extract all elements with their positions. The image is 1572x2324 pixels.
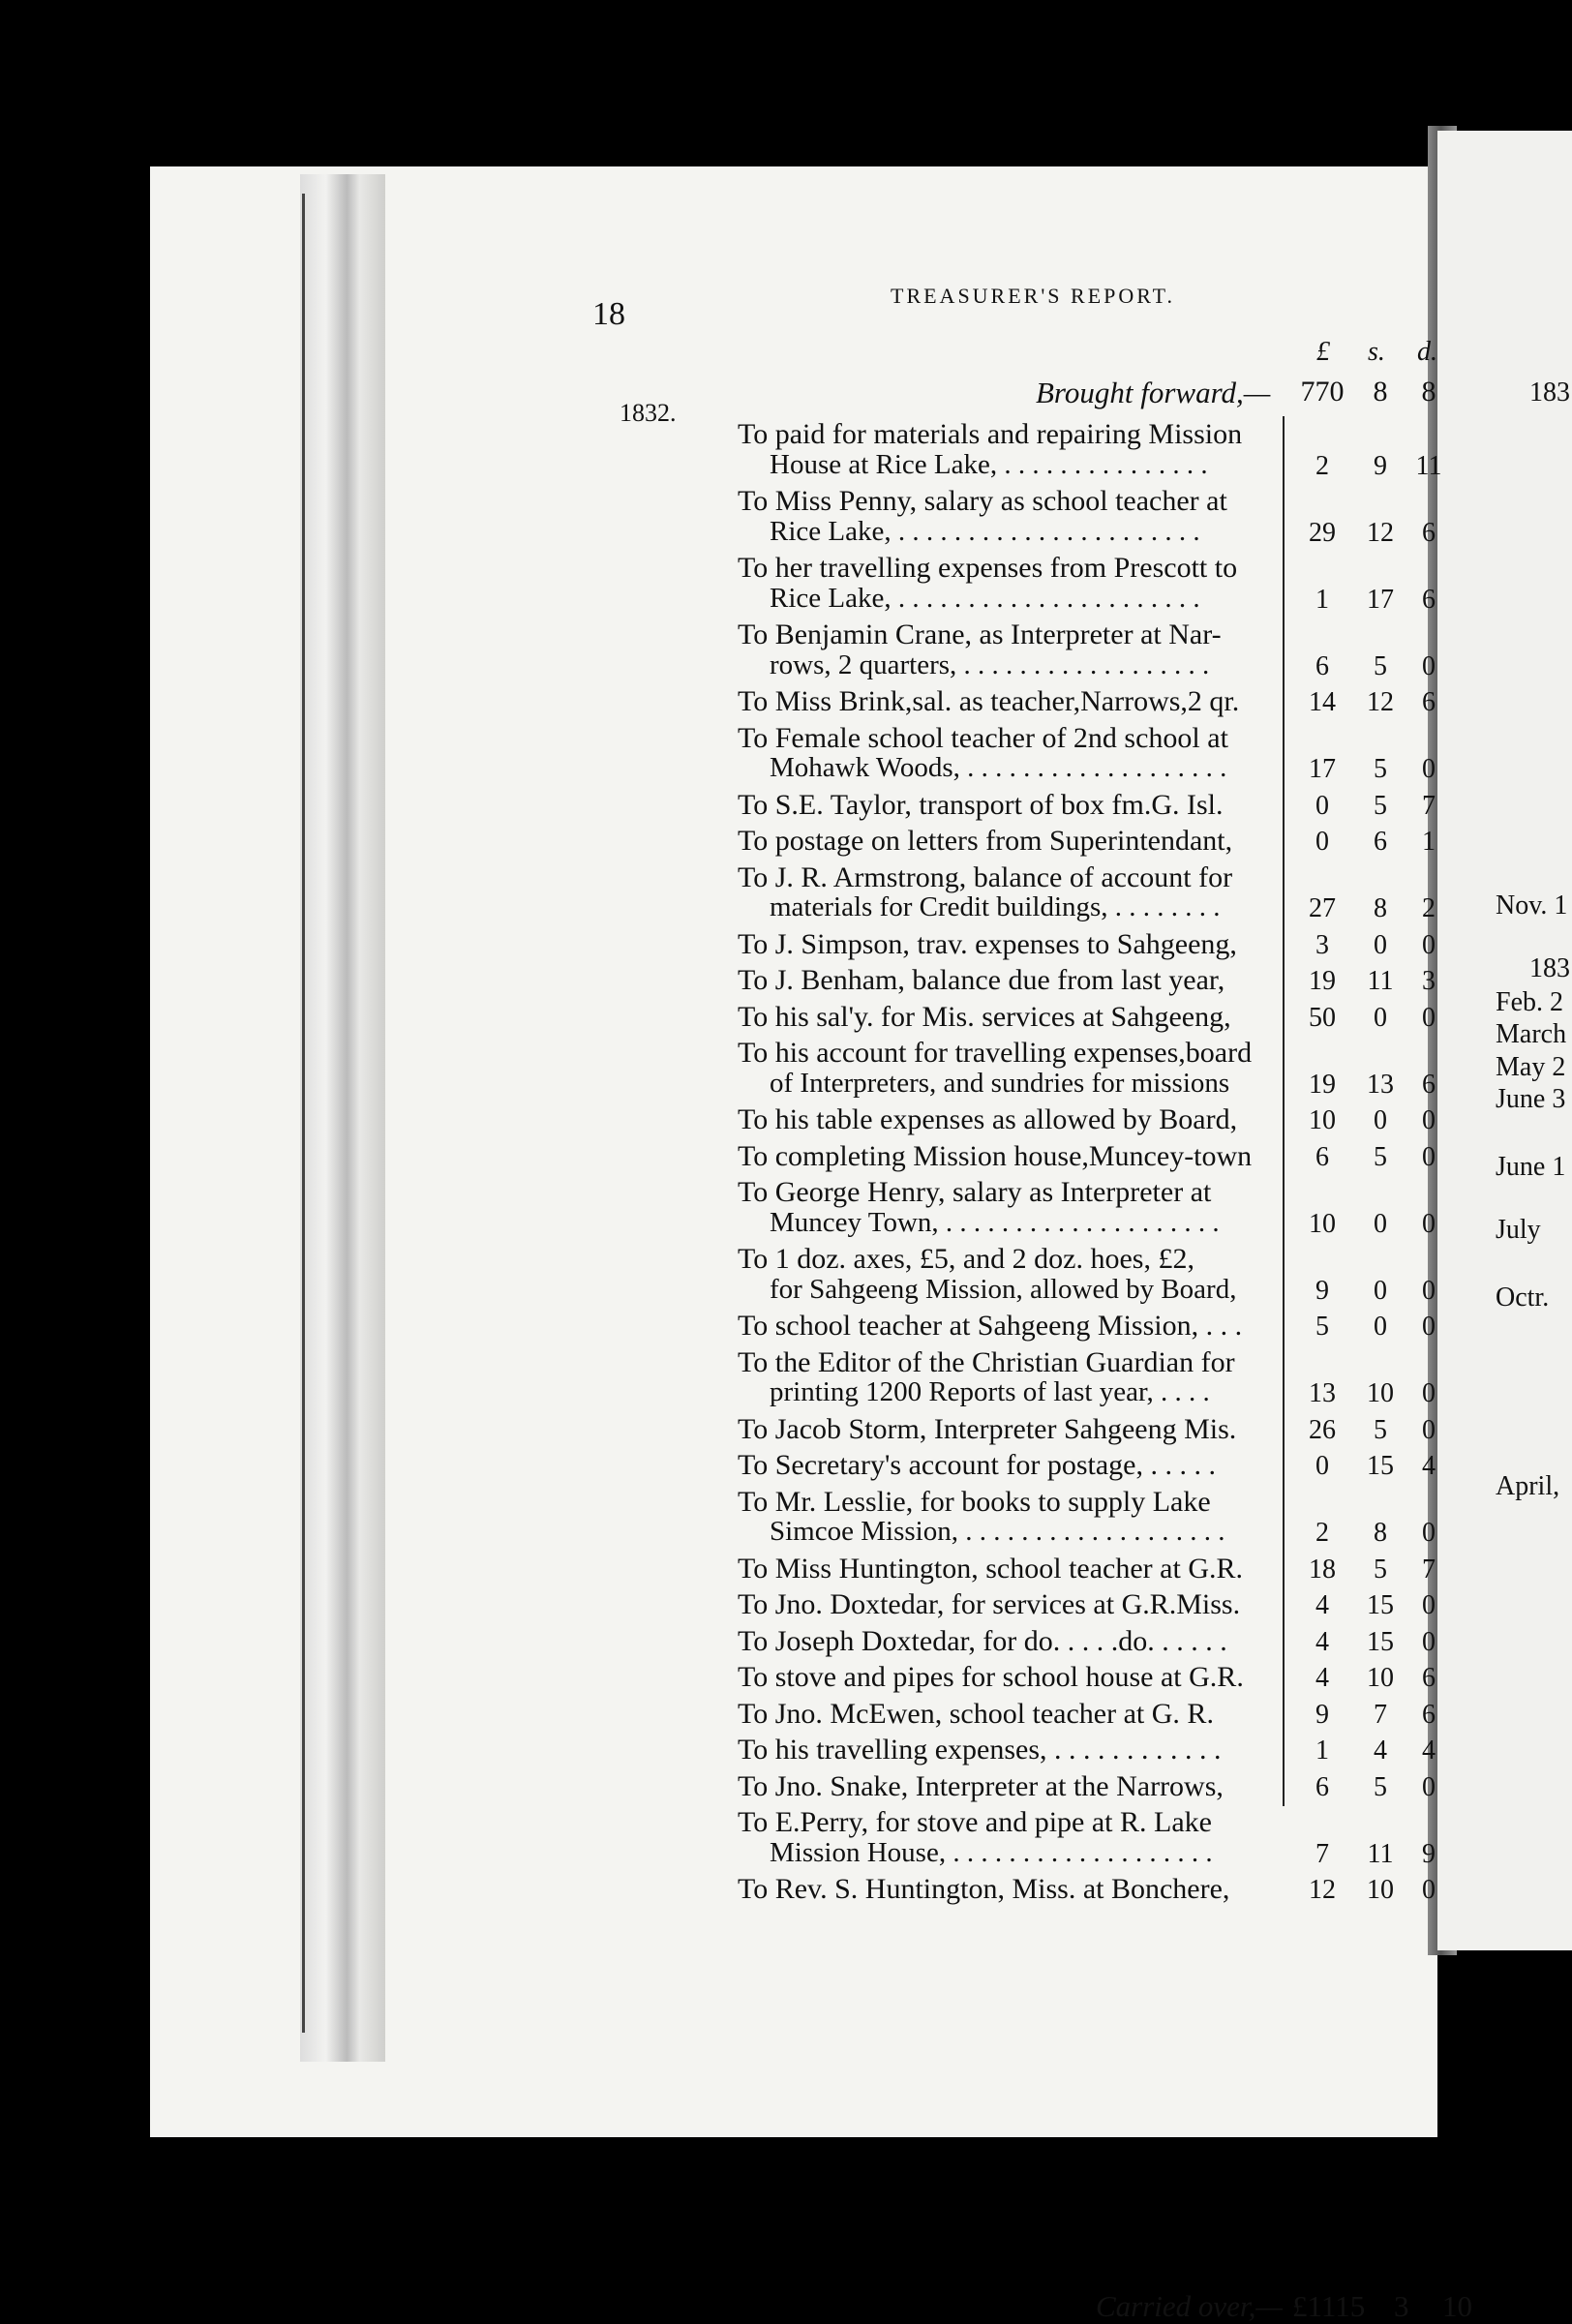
facing-page-label: April, [1496, 1471, 1560, 1501]
entry-shillings: 15 [1367, 1626, 1394, 1657]
entry-line: Rice Lake, . . . . . . . . . . . . . . . . . . . . . . [770, 582, 1200, 614]
entry-pounds: 4 [1315, 1626, 1329, 1657]
entry-pounds: 0 [1315, 1451, 1329, 1481]
entry-pence: 6 [1422, 1663, 1436, 1693]
entry-pounds: 13 [1309, 1378, 1336, 1408]
entry-pounds: 19 [1309, 966, 1336, 996]
entry-shillings: 13 [1367, 1069, 1394, 1100]
currency-pence: d. [1417, 337, 1437, 367]
entry-pence: 6 [1422, 517, 1436, 548]
entry-shillings: 0 [1374, 1275, 1387, 1306]
entry-shillings: 11 [1367, 966, 1394, 996]
entry-shillings: 5 [1374, 790, 1387, 821]
entry-line: To Secretary's account for postage, . . . . . [738, 1449, 1216, 1481]
entry-pence: 0 [1422, 1590, 1436, 1620]
entry-shillings: 5 [1374, 1554, 1387, 1585]
entry-line: To stove and pipes for school house at G.R. [738, 1661, 1244, 1693]
entry-shillings: 8 [1374, 1518, 1387, 1548]
entry-line: To Female school teacher of 2nd school at [738, 721, 1228, 754]
entry-pounds: 14 [1309, 687, 1336, 717]
entry-shillings: 12 [1367, 687, 1394, 717]
page-header: TREASURER'S REPORT. [891, 284, 1175, 308]
entry-shillings: 5 [1374, 650, 1387, 681]
entry-pence: 0 [1422, 1626, 1436, 1657]
carried-over-pence: 10 [1442, 2289, 1472, 2323]
entry-line: To Mr. Lesslie, for books to supply Lake [738, 1485, 1211, 1518]
brought-forward-pence: 8 [1421, 376, 1436, 407]
entry-line: To his account for travelling expenses,board [738, 1037, 1253, 1069]
entry-pounds: 9 [1315, 1275, 1329, 1306]
book-spine [300, 174, 385, 2062]
entry-pence: 0 [1422, 1771, 1436, 1802]
entry-line: rows, 2 quarters, . . . . . . . . . . . . . . . . . . [770, 649, 1210, 680]
entry-shillings: 8 [1374, 893, 1387, 923]
entry-pence: 0 [1422, 1312, 1436, 1342]
entry-line: To the Editor of the Christian Guardian for [738, 1345, 1235, 1378]
entry-shillings: 12 [1367, 517, 1394, 548]
entry-pence: 0 [1422, 1518, 1436, 1548]
entry-line: To Benjamin Crane, as Interpreter at Nar- [738, 619, 1222, 650]
entry-pounds: 5 [1315, 1312, 1329, 1342]
entry-shillings: 0 [1374, 929, 1387, 960]
currency-shillings: s. [1368, 337, 1385, 367]
facing-page-label: June 1 [1496, 1152, 1566, 1182]
entry-line: To her travelling expenses from Prescott to [738, 552, 1238, 584]
brought-forward-pounds: 770 [1300, 376, 1345, 407]
entry-shillings: 9 [1374, 450, 1387, 481]
entry-shillings: 5 [1374, 1141, 1387, 1172]
entry-pence: 9 [1422, 1838, 1436, 1869]
entry-pounds: 18 [1309, 1554, 1336, 1585]
entry-pence: 7 [1422, 1554, 1436, 1585]
entry-pence: 4 [1422, 1451, 1436, 1481]
entry-line: To his sal'y. for Mis. services at Sahgeeng, [738, 1000, 1231, 1033]
facing-page-label: July [1496, 1215, 1541, 1245]
entry-line: printing 1200 Reports of last year, . . . . [770, 1376, 1210, 1407]
entry-line: To his travelling expenses, . . . . . . . . . . . . [738, 1734, 1222, 1766]
entry-pence: 6 [1422, 584, 1436, 615]
facing-page-label: Feb. 2 [1496, 987, 1563, 1017]
entry-shillings: 0 [1374, 1002, 1387, 1033]
entry-pounds: 17 [1309, 754, 1336, 784]
entry-shillings: 11 [1367, 1838, 1394, 1869]
carried-over-pounds: £1115 [1292, 2289, 1366, 2323]
entry-line: Mission House, . . . . . . . . . . . . . . . . . . . [770, 1836, 1213, 1868]
entry-line: To Miss Brink,sal. as teacher,Narrows,2 qr. [738, 685, 1240, 717]
entry-shillings: 10 [1367, 1378, 1394, 1408]
entry-pounds: 1 [1315, 584, 1329, 615]
entry-line: To J. Simpson, trav. expenses to Sahgeeng, [738, 927, 1237, 960]
currency-pounds: £ [1316, 337, 1330, 367]
entry-shillings: 17 [1367, 584, 1394, 615]
spine-edge [302, 194, 305, 2033]
facing-page-label: June 3 [1496, 1084, 1566, 1114]
entry-line: To Joseph Doxtedar, for do. . . . .do. . . . . . [738, 1624, 1227, 1657]
year-label: 1832. [620, 399, 677, 427]
entry-shillings: 6 [1374, 827, 1387, 857]
entry-pounds: 6 [1315, 650, 1329, 681]
carried-over-shillings: 3 [1394, 2289, 1409, 2323]
entry-pence: 0 [1422, 1002, 1436, 1033]
entry-pounds: 10 [1309, 1105, 1336, 1135]
entry-line: To Jno. Snake, Interpreter at the Narrows, [738, 1769, 1224, 1802]
entry-line: To postage on letters from Superintendant, [738, 825, 1233, 857]
entry-pounds: 10 [1309, 1208, 1336, 1239]
entry-pence: 0 [1422, 1378, 1436, 1408]
entry-line: To E.Perry, for stove and pipe at R. Lake [738, 1806, 1212, 1838]
entry-line: House at Rice Lake, . . . . . . . . . . . . . . . [770, 448, 1208, 480]
entry-pounds: 27 [1309, 893, 1336, 923]
entry-pence: 0 [1422, 754, 1436, 784]
entry-pounds: 6 [1315, 1771, 1329, 1802]
entry-pounds: 12 [1309, 1875, 1336, 1905]
entry-line: To Rev. S. Huntington, Miss. at Bonchere, [738, 1873, 1230, 1905]
entry-pounds: 4 [1315, 1590, 1329, 1620]
entry-pence: 6 [1422, 687, 1436, 717]
brought-forward-label: Brought forward,— [1036, 376, 1271, 409]
entry-shillings: 4 [1374, 1735, 1387, 1766]
entry-pence: 0 [1422, 1275, 1436, 1306]
entry-pounds: 29 [1309, 517, 1336, 548]
entry-shillings: 10 [1367, 1875, 1394, 1905]
facing-page-label: 183 [1529, 953, 1570, 983]
entry-line: To completing Mission house,Muncey-town [738, 1139, 1253, 1172]
entry-line: Rice Lake, . . . . . . . . . . . . . . . . . . . . . . [770, 515, 1200, 547]
entry-pounds: 0 [1315, 790, 1329, 821]
entry-shillings: 7 [1374, 1699, 1387, 1730]
entry-pounds: 7 [1315, 1838, 1329, 1869]
entry-line: To his table expenses as allowed by Board, [738, 1103, 1238, 1135]
entry-shillings: 15 [1367, 1451, 1394, 1481]
entry-line: To J. R. Armstrong, balance of account for [738, 860, 1233, 893]
entry-line: To Jno. McEwen, school teacher at G. R. [738, 1697, 1214, 1730]
entry-line: To S.E. Taylor, transport of box fm.G. Isl. [738, 788, 1224, 821]
entry-line: Muncey Town, . . . . . . . . . . . . . . . . . . . . [770, 1206, 1220, 1238]
entry-line: To Jno. Doxtedar, for services at G.R.Miss. [738, 1588, 1241, 1620]
entry-line: To George Henry, salary as Interpreter at [738, 1176, 1212, 1208]
entry-line: To Jacob Storm, Interpreter Sahgeeng Mis. [738, 1412, 1237, 1445]
facing-page-label: 183 [1529, 377, 1570, 407]
column-rule [1283, 416, 1285, 1806]
entry-pence: 0 [1422, 1414, 1436, 1445]
entry-pounds: 19 [1309, 1069, 1336, 1100]
entry-pence: 2 [1422, 893, 1436, 923]
entry-shillings: 0 [1374, 1105, 1387, 1135]
entry-line: materials for Credit buildings, . . . . . . . . [770, 891, 1221, 922]
entry-line: To Miss Penny, salary as school teacher at [738, 485, 1227, 517]
entry-pence: 3 [1422, 966, 1436, 996]
entry-pence: 6 [1422, 1069, 1436, 1100]
entry-line: To Miss Huntington, school teacher at G.R. [738, 1552, 1243, 1585]
facing-page-label: Nov. 1 [1496, 890, 1568, 921]
entry-line: for Sahgeeng Mission, allowed by Board, [770, 1273, 1237, 1305]
entry-pounds: 9 [1315, 1699, 1329, 1730]
entry-pounds: 1 [1315, 1735, 1329, 1766]
facing-page-label: Octr. [1496, 1283, 1550, 1313]
entry-pounds: 3 [1315, 929, 1329, 960]
entry-pence: 6 [1422, 1699, 1436, 1730]
entry-line: Simcoe Mission, . . . . . . . . . . . . . . . . . . . [770, 1516, 1225, 1547]
entry-shillings: 15 [1367, 1590, 1394, 1620]
page-number: 18 [592, 296, 625, 332]
entry-line: To school teacher at Sahgeeng Mission, . . . [738, 1310, 1243, 1342]
entry-pence: 0 [1422, 1875, 1436, 1905]
entry-shillings: 0 [1374, 1208, 1387, 1239]
brought-forward-shillings: 8 [1373, 376, 1388, 407]
entry-pence: 0 [1422, 1105, 1436, 1135]
entry-line: Mohawk Woods, . . . . . . . . . . . . . . . . . . . [770, 752, 1227, 783]
entry-pence: 0 [1422, 1141, 1436, 1172]
entry-shillings: 0 [1374, 1312, 1387, 1342]
entry-pence: 4 [1422, 1735, 1436, 1766]
entry-pounds: 26 [1309, 1414, 1336, 1445]
entry-shillings: 5 [1374, 1414, 1387, 1445]
entry-pounds: 2 [1315, 450, 1329, 481]
carried-over-label: Carried over,— [1096, 2289, 1283, 2323]
entry-line: To J. Benham, balance due from last year, [738, 964, 1225, 996]
entry-pounds: 50 [1309, 1002, 1336, 1033]
entry-pence: 1 [1422, 827, 1436, 857]
entry-pounds: 0 [1315, 827, 1329, 857]
facing-page-label: March [1496, 1019, 1567, 1049]
entry-shillings: 10 [1367, 1663, 1394, 1693]
entry-pence: 0 [1422, 650, 1436, 681]
entry-shillings: 5 [1374, 754, 1387, 784]
entry-pence: 0 [1422, 1208, 1436, 1239]
entry-line: To 1 doz. axes, £5, and 2 doz. hoes, £2, [738, 1243, 1194, 1275]
entry-pence: 11 [1415, 450, 1442, 481]
entry-pence: 0 [1422, 929, 1436, 960]
facing-page-label: May 2 [1496, 1052, 1566, 1082]
entry-pounds: 2 [1315, 1518, 1329, 1548]
entry-line: of Interpreters, and sundries for missions [770, 1067, 1230, 1099]
entry-pounds: 4 [1315, 1663, 1329, 1693]
entry-shillings: 5 [1374, 1771, 1387, 1802]
entry-pence: 7 [1422, 790, 1436, 821]
entry-pounds: 6 [1315, 1141, 1329, 1172]
entry-line: To paid for materials and repairing Mission [738, 418, 1243, 450]
